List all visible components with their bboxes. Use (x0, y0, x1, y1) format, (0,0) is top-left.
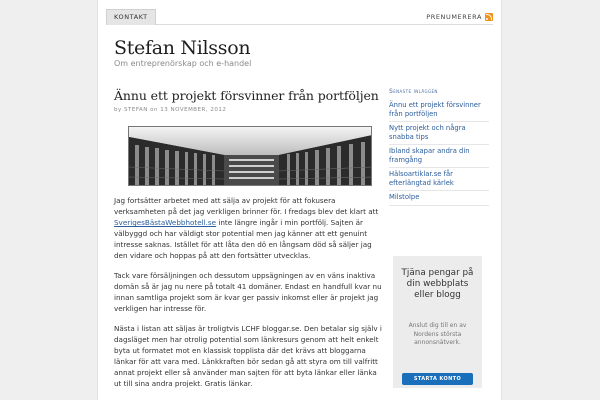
page-container (97, 0, 502, 400)
sidebar (389, 88, 489, 394)
site-title[interactable]: Stefan Nilsson (114, 37, 251, 59)
subscribe-link[interactable] (426, 11, 493, 23)
byline-date: 13 NOVEMBER, 2012 (160, 107, 227, 113)
subscribe-label: PRENUMERERA (426, 13, 482, 21)
webbhotell-link[interactable]: SverigesBästaWebbhotell.se (114, 218, 217, 227)
site-tagline: Om entreprenörskap och e-handel (114, 59, 252, 68)
post-paragraph-3: Nästa i listan att säljas är troligtvis LCHF bloggar.se. Den betalar sig själv i dagsläget men har otrolig potential som länkresurs genom att helt enkelt byta ut formatet mot en klassisk topplista där det krävs att bloggarna länkar för att vara med. Länkkraften bör sedan gå att styra om till valfritt annat projekt eller så använder man sajten för att byta länkar eller länka ut till sina andra projekt. Gratis länkar. (114, 324, 382, 388)
recent-posts-title: Senaste inläggen (389, 88, 438, 95)
server-rack-photo (129, 127, 372, 186)
recent-post-link[interactable]: Hälsoartiklar.se får efterlängtad kärlek (389, 168, 489, 191)
ad-headline: Tjäna pengar på din webbplats eller blogg (401, 268, 474, 300)
post-body (114, 195, 382, 398)
post-paragraph-1 (114, 195, 382, 261)
main-content (114, 88, 382, 388)
recent-post-link[interactable]: Ibland skapar andra din framgång (389, 145, 489, 168)
top-navigation (106, 9, 493, 25)
p1-text-end: inte längre ingår i min portfölj. Sajten är välbyggd och har väldigt stor potential men jag känner att ett genuint intresse saknas. Istället för att låta den dö en långsam död så säljer jag den vidare och hoppas på att den fortsätter utvecklas. (114, 218, 372, 260)
recent-post-link[interactable]: Ännu ett projekt försvinner från portföljen (389, 99, 489, 122)
byline-on: on (150, 107, 158, 113)
recent-post-link[interactable]: Milstolpe (389, 191, 489, 206)
ad-banner[interactable] (393, 256, 482, 394)
nav-contact-link[interactable]: KONTAKT (106, 9, 156, 25)
post-byline (114, 107, 382, 113)
byline-by: by (114, 107, 122, 113)
recent-posts-list (389, 99, 489, 206)
post-paragraph-2: Tack vare försäljningen och dessutom uppsägningen av en väns inaktiva domän så är jag nu nere på totalt 41 domäner. Endast en handfull kvar nu innan samtliga projekt som är kvar ger passiv inkomst eller är projekt jag verkligen har intresse för. (114, 271, 382, 313)
rss-icon (485, 13, 493, 21)
byline-author[interactable]: STEFAN (124, 107, 148, 113)
ad-subtext: Anslut dig till en av Nordens största annonsnätverk. (408, 322, 467, 346)
start-account-button[interactable]: STARTA KONTO GRATIS › (402, 373, 473, 385)
post-image (128, 126, 372, 186)
post-title[interactable]: Ännu ett projekt försvinner från portföljen (114, 88, 379, 103)
recent-post-link[interactable]: Nytt projekt och några snabba tips (389, 122, 489, 145)
p1-text-start: Jag fortsätter arbetet med att sälja av projekt för att fokusera verksamheten på det jag verkligen brinner för. I fredags blev det klart att (114, 196, 379, 216)
